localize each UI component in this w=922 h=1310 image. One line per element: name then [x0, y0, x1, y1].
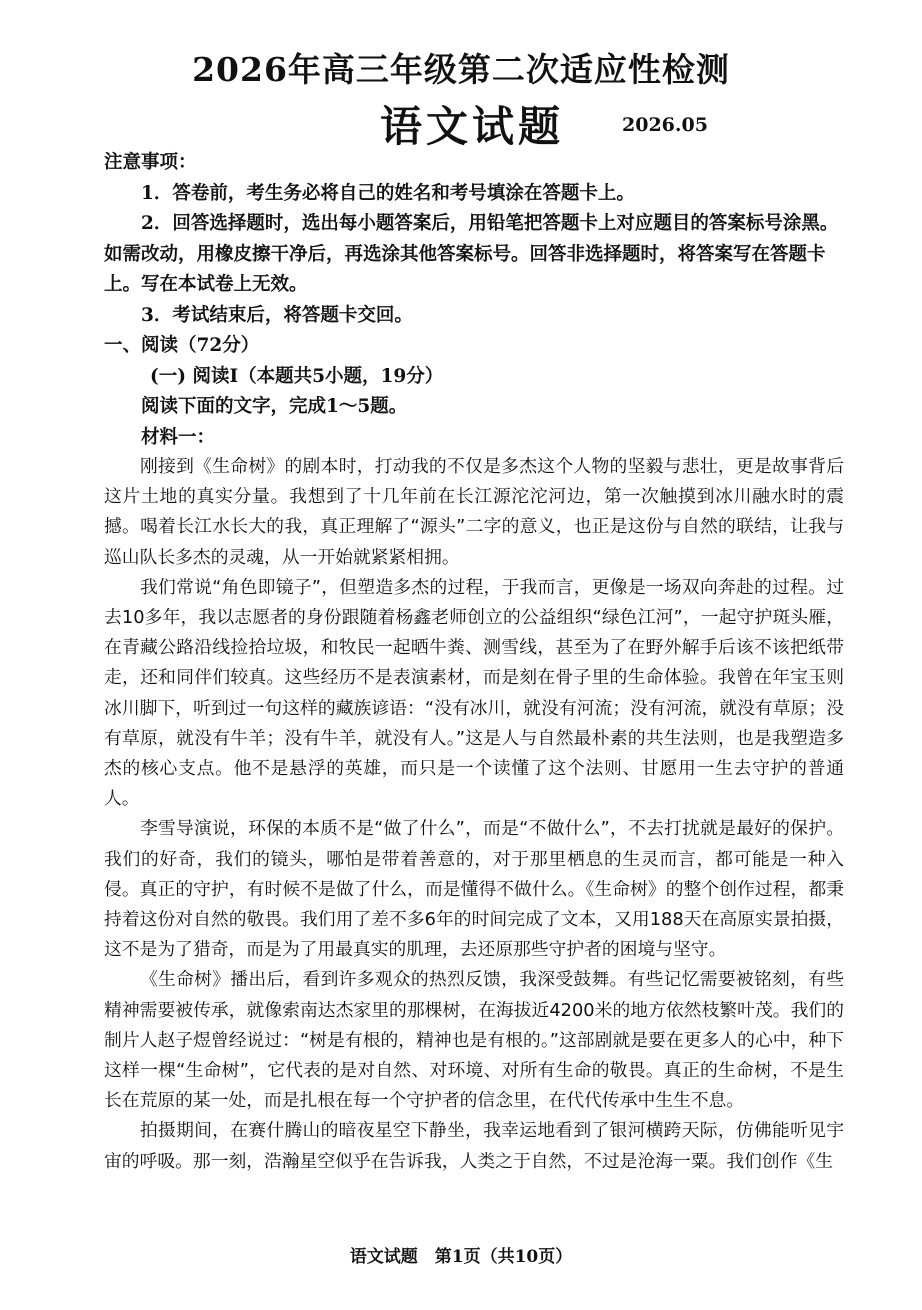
section-subheading: (一) 阅读I（本题共5小题，19分） — [150, 365, 444, 387]
section-heading: 一、阅读（72分） — [104, 335, 260, 356]
reading-passage — [104, 452, 844, 1177]
section-instruction: 阅读下面的文字，完成1～5题。 — [141, 396, 408, 417]
exam-title: 2026年高三年级第二次适应性检测 — [192, 50, 730, 89]
notes-item-3: 3．考试结束后，将答题卡交回。 — [141, 304, 413, 326]
passage-paragraph-2: 我们常说“角色即镜子”，但塑造多杰的过程，于我而言，更像是一场双向奔赴的过程。过去10多年，我以志愿者的身份跟随着杨鑫老师创立的公益组织“绿色江河”，一起守护斑头雁，在青藏公路沿线捡拾垃圾，和牧民一起晒牛粪、测雪线，甚至为了在野外解手后该不该把纸带走，还和同伴们较真。这些经历不是表演素材，而是刻在骨子里的生命体验。我曾在年宝玉则冰川脚下，听到过一句这样的藏族谚语：“没有冰川，就没有河流；没有河流，就没有草原；没有草原，就没有牛羊；没有牛羊，就没有人。”这是人与自然最朴素的共生法则，也是我塑造多杰的核心支点。他不是悬浮的英雄，而只是一个读懂了这个法则、甘愿用一生去守护的普通人。 — [104, 576, 844, 810]
page-footer: 语文试题 第1页（共10页） — [349, 1247, 573, 1267]
exam-date: 2026.05 — [622, 114, 708, 136]
passage-paragraph-4: 《生命树》播出后，看到许多观众的热烈反馈，我深受鼓舞。有些记忆需要被铭刻，有些精神需要被传承，就像索南达杰家里的那棵树，在海拔近4200米的地方依然枝繁叶茂。我们的制片人赵子煜曾经说过：“树是有根的，精神也是有根的。”这部剧就是要在更多人的心中，种下这样一棵“生命树”，它代表的是对自然、对环境、对所有生命的敬畏。真正的生命树，不是生长在荒原的某一处，而是扎根在每一个守护者的信念里，在代代传承中生生不息。 — [104, 969, 844, 1112]
notes-block — [104, 148, 844, 453]
passage-paragraph-5: 拍摄期间，在赛什腾山的暗夜星空下静坐，我幸运地看到了银河横跨天际，仿佛能听见宇宙的呼吸。那一刻，浩瀚星空似乎在告诉我，人类之于自然，不过是沧海一粟。我们创作《生 — [104, 1120, 844, 1172]
passage-paragraph-3: 李雪导演说，环保的本质不是“做了什么”，而是“不做什么”，不去打扰就是最好的保护。我们的好奇，我们的镜头，哪怕是带着善意的，对于那里栖息的生灵而言，都可能是一种入侵。真正的守护，有时候不是做了什么，而是懂得不做什么。《生命树》的整个创作过程，都秉持着这份对自然的敬畏。我们用了差不多6年的时间完成了文本，又用188天在高原实景拍摄，这不是为了猎奇，而是为了用最真实的肌理，去还原那些守护者的困境与坚守。 — [104, 818, 844, 961]
subject-title: 语文试题 — [380, 102, 565, 151]
notes-heading: 注意事项： — [104, 152, 197, 173]
material-label: 材料一： — [141, 426, 216, 448]
notes-item-2: 2．回答选择题时，选出每小题答案后，用铅笔把答题卡上对应题目的答案标号涂黑。如需改动，用橡皮擦干净后，再选涂其他答案标号。回答非选择题时，将答案写在答题卡上。写在本试卷上无效。 — [104, 213, 839, 295]
passage-paragraph-1: 刚接到《生命树》的剧本时，打动我的不仅是多杰这个人物的坚毅与悲壮，更是故事背后这片土地的真实分量。我想到了十几年前在长江源沱沱河边，第一次触摸到冰川融水时的震撼。喝着长江水长大的我，真正理解了“源头”二字的意义，也正是这份与自然的联结，让我与巡山队长多杰的灵魂，从一开始就紧紧相拥。 — [104, 456, 844, 568]
notes-item-1: 1．答卷前，考生务必将自己的姓名和考号填涂在答题卡上。 — [141, 182, 635, 204]
